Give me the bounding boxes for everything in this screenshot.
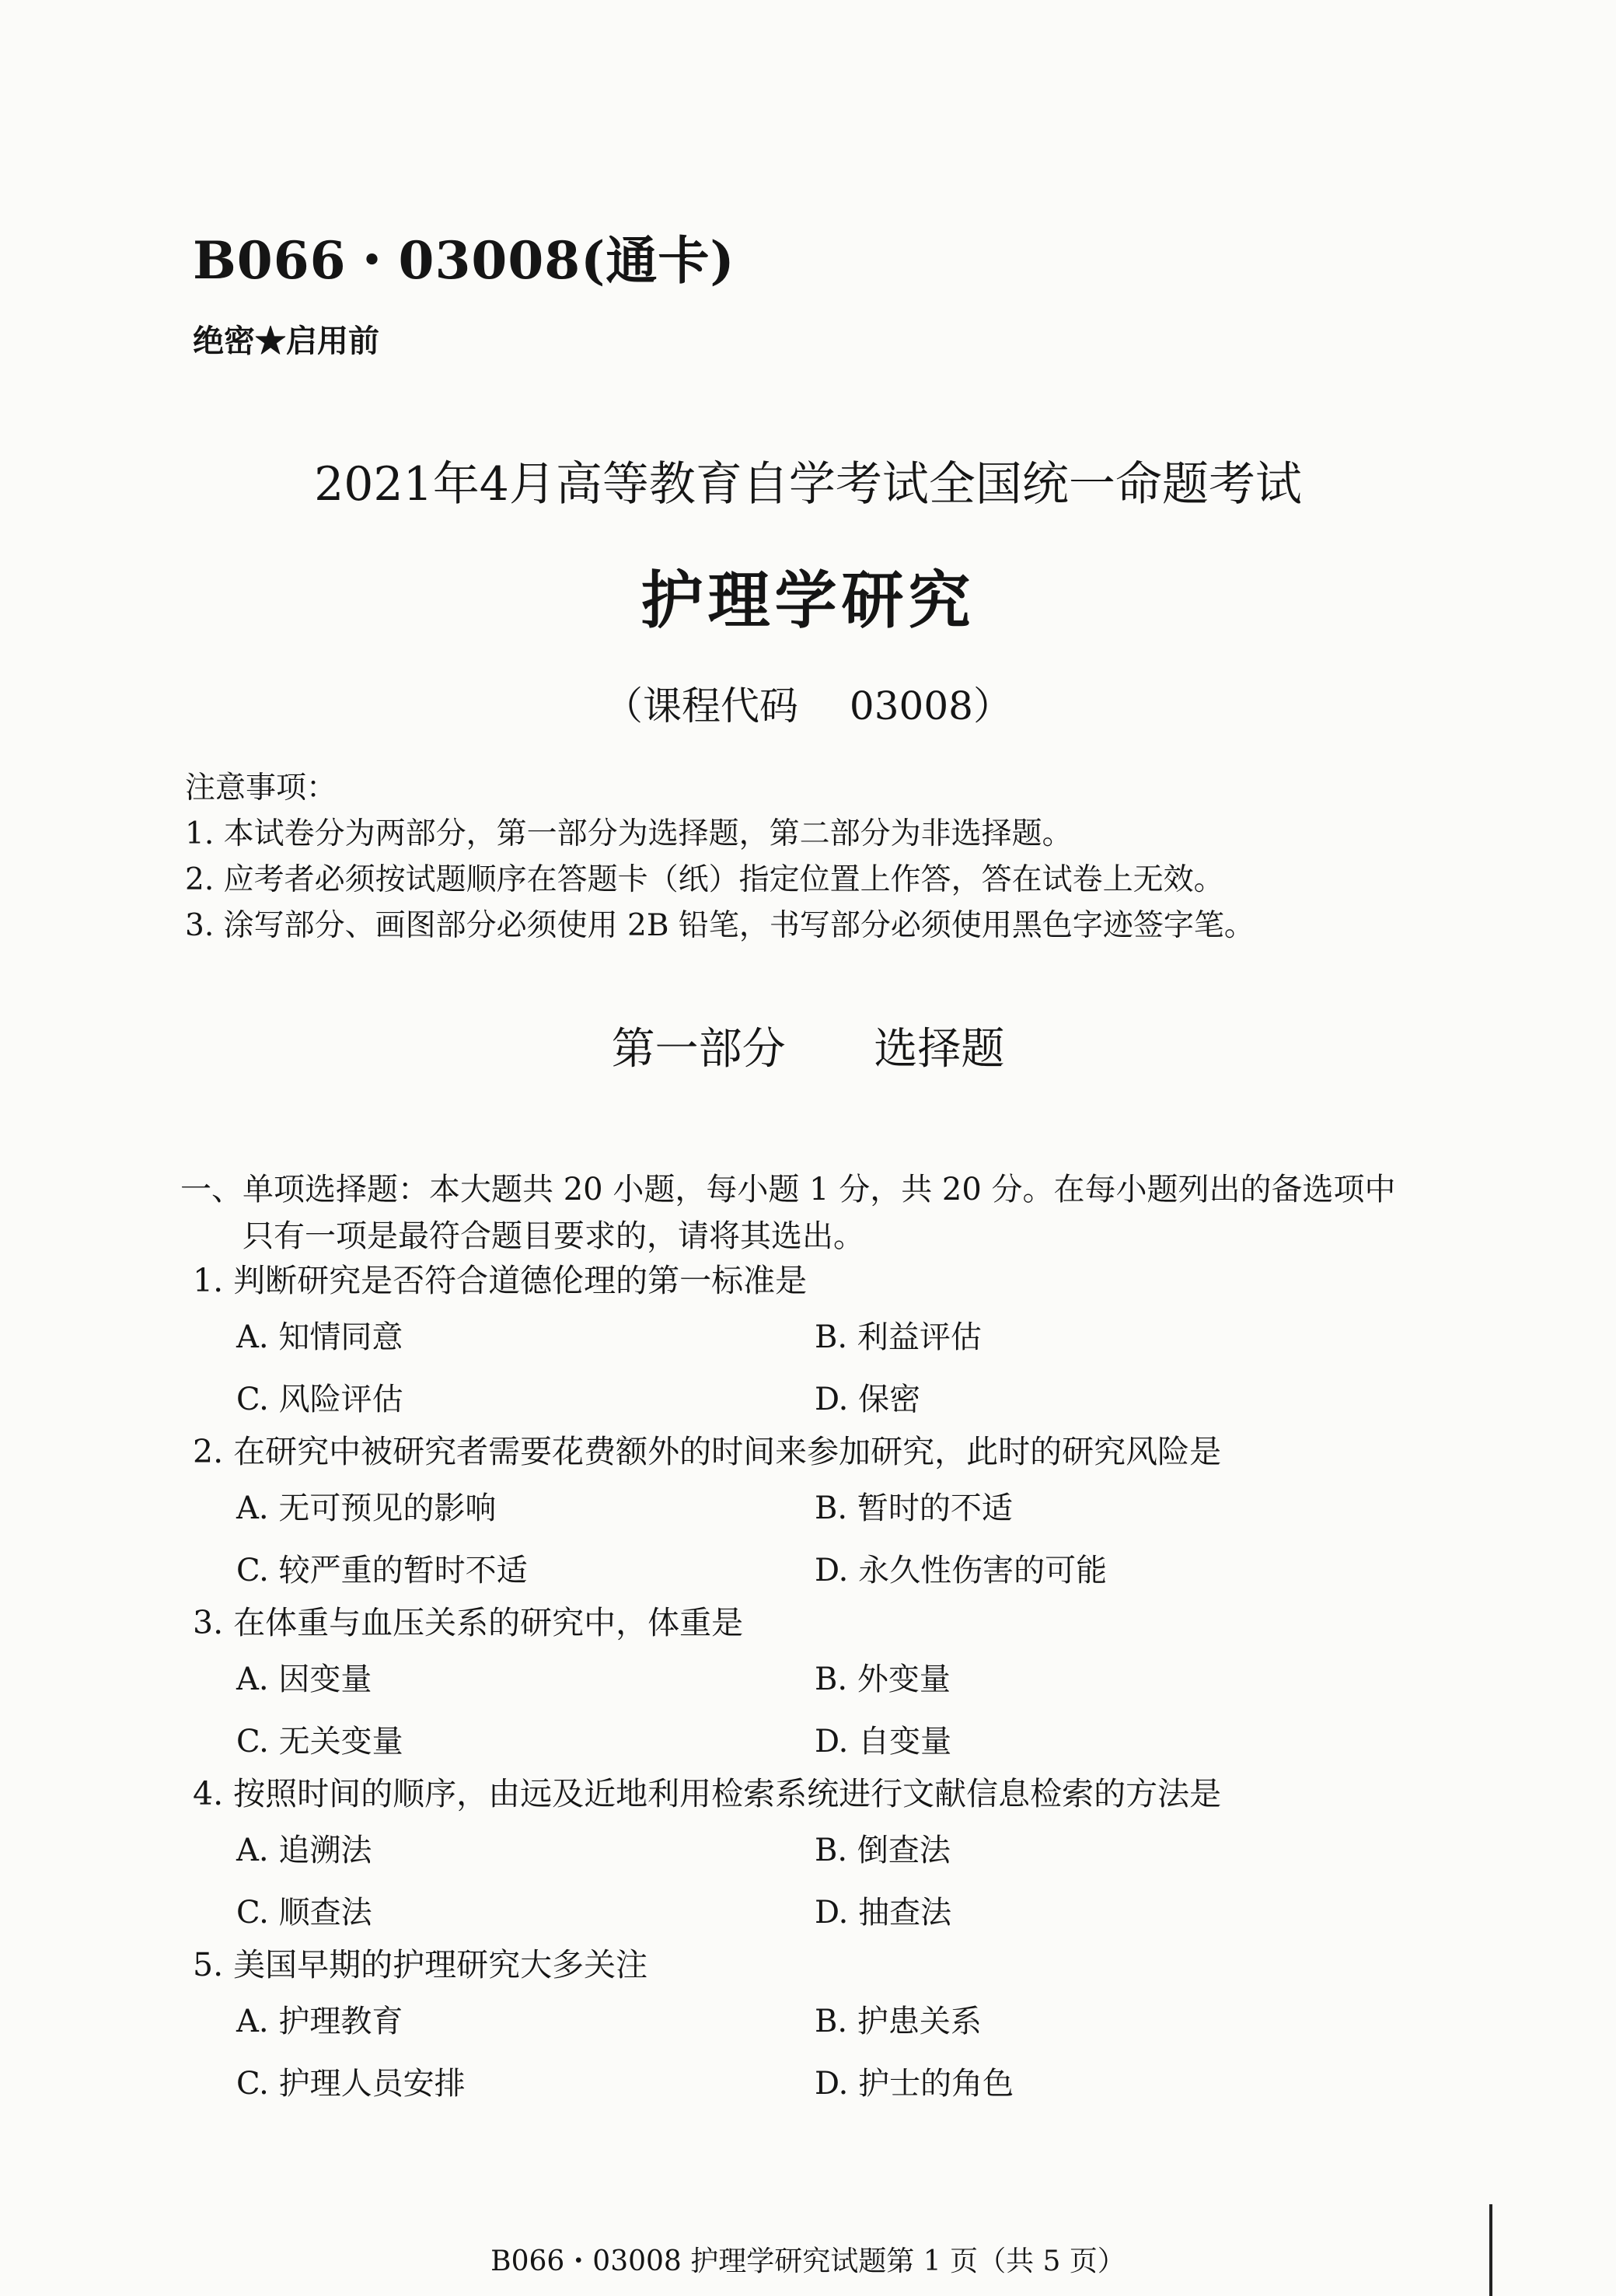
note-item: 1. 本试卷分为两部分，第一部分为选择题，第二部分为非选择题。 [185, 816, 1073, 851]
option-c: C. 护理人员安排 [236, 2065, 466, 2102]
section-line: 一、单项选择题：本大题共 20 小题，每小题 1 分，共 20 分。在每小题列出的备选项中 [180, 1172, 1396, 1207]
course-code: （课程代码 03008） [604, 683, 1012, 729]
exam-code-heading: B066・03008(通卡) [193, 230, 735, 291]
option-c: C. 风险评估 [236, 1381, 403, 1417]
option-row [193, 1303, 1452, 1365]
section-line: 只有一项是最符合题目要求的，请将其选出。 [243, 1218, 864, 1254]
question-list [193, 1258, 1452, 2113]
page-footer: B066・03008 护理学研究试题第 1 页（共 5 页） [490, 2245, 1126, 2277]
scan-edge-line [1489, 2204, 1492, 2296]
question [193, 1771, 1452, 1941]
subject-title: 护理学研究 [640, 564, 976, 637]
option-row [193, 2050, 1452, 2112]
question [193, 1942, 1452, 2112]
option-a: A. 无可预见的影响 [236, 1490, 497, 1526]
option-d: D. 永久性伤害的可能 [815, 1552, 1108, 1588]
notes-heading: 注意事项： [185, 771, 337, 806]
option-row [193, 1536, 1452, 1599]
question-stem: 1. 判断研究是否符合道德伦理的第一标准是 [193, 1262, 808, 1299]
part-name: 选择题 [874, 1024, 1005, 1075]
part-title [0, 1015, 1616, 1077]
option-row [193, 1645, 1452, 1707]
option-a: A. 护理教育 [236, 2003, 403, 2039]
note-item: 2. 应考者必须按试题顺序在答题卡（纸）指定位置上作答，答在试卷上无效。 [185, 862, 1224, 897]
option-b: B. 倒查法 [815, 1832, 951, 1868]
part-label: 第一部分 [611, 1024, 786, 1075]
question [193, 1429, 1452, 1599]
question-stem: 4. 按照时间的顺序，由远及近地利用检索系统进行文献信息检索的方法是 [193, 1775, 1222, 1812]
note-item: 3. 涂写部分、画图部分必须使用 2B 铅笔，书写部分必须使用黑色字迹签字笔。 [185, 908, 1255, 943]
question-stem: 3. 在体重与血压关系的研究中，体重是 [193, 1604, 744, 1641]
option-b: B. 利益评估 [815, 1319, 982, 1355]
option-row [193, 1816, 1452, 1878]
question [193, 1258, 1452, 1428]
section-instructions [180, 1166, 1424, 1260]
question-stem: 2. 在研究中被研究者需要花费额外的时间来参加研究，此时的研究风险是 [193, 1433, 1222, 1470]
option-c: C. 较严重的暂时不适 [236, 1552, 528, 1588]
option-d: D. 自变量 [815, 1723, 952, 1760]
option-a: A. 知情同意 [236, 1319, 403, 1355]
option-d: D. 抽查法 [815, 1894, 952, 1931]
question [193, 1600, 1452, 1770]
option-b: B. 护患关系 [815, 2003, 982, 2039]
option-row [193, 1707, 1452, 1770]
option-row [193, 1474, 1452, 1536]
option-c: C. 无关变量 [236, 1723, 403, 1760]
option-b: B. 暂时的不适 [815, 1490, 1013, 1526]
exam-title: 2021年4月高等教育自学考试全国统一命题考试 [314, 457, 1302, 512]
option-c: C. 顺查法 [236, 1894, 372, 1931]
option-a: A. 因变量 [236, 1661, 372, 1697]
confidential-mark: 绝密★启用前 [193, 323, 379, 359]
option-d: D. 保密 [815, 1381, 921, 1417]
option-d: D. 护士的角色 [815, 2065, 1014, 2102]
option-b: B. 外变量 [815, 1661, 951, 1697]
question-stem: 5. 美国早期的护理研究大多关注 [193, 1946, 648, 1983]
option-row [193, 1365, 1452, 1428]
option-row [193, 1878, 1452, 1941]
option-row [193, 1987, 1452, 2050]
notes-section [185, 766, 1255, 949]
option-a: A. 追溯法 [236, 1832, 372, 1868]
